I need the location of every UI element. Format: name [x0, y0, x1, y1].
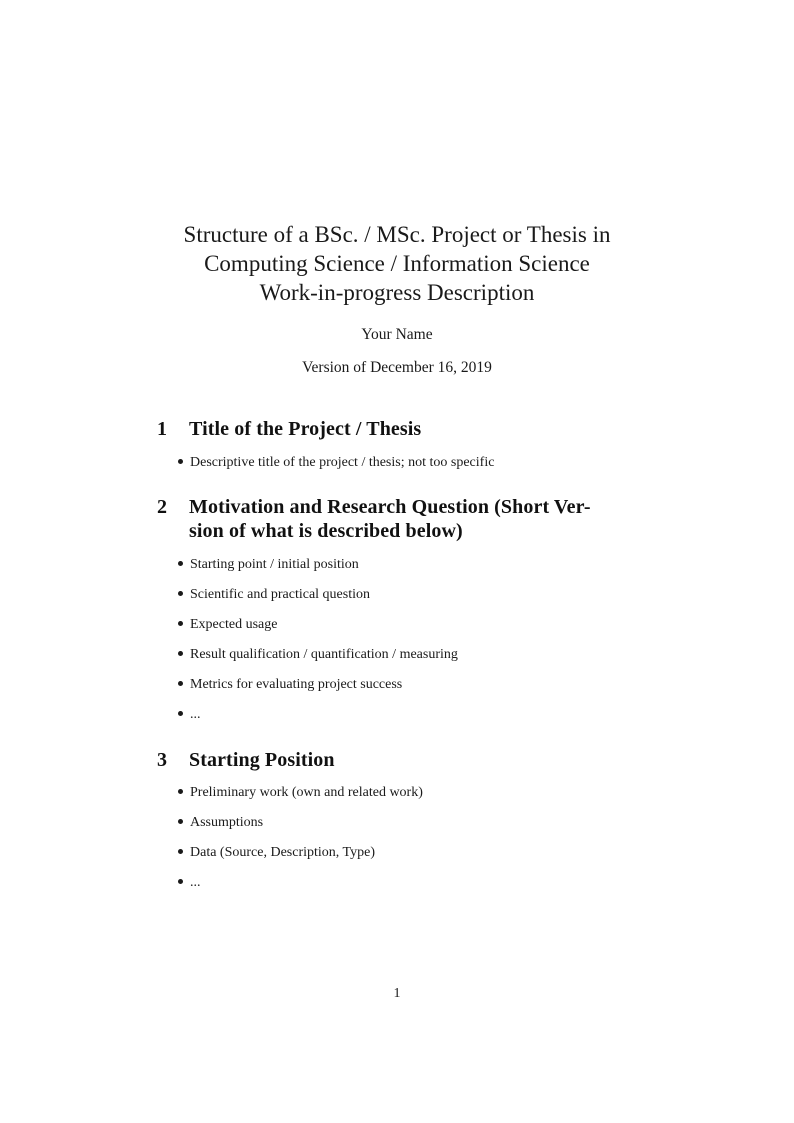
list-item-text: Metrics for evaluating project success [190, 677, 403, 692]
author-name: Your Name [361, 326, 433, 343]
list-item [178, 676, 402, 694]
section-number: 1 [157, 418, 167, 440]
section-heading-2 [157, 495, 647, 543]
list-item-text: Scientific and practical question [190, 587, 370, 602]
title-line-2: Computing Science / Information Science [204, 251, 590, 276]
bullet-icon [178, 879, 183, 884]
bullet-icon [178, 651, 183, 656]
list-item [178, 556, 359, 574]
section-number: 2 [157, 496, 167, 518]
bullet-icon [178, 591, 183, 596]
list-item-text: Descriptive title of the project / thesis; not too specific [190, 455, 495, 470]
section-title: Starting Position [189, 749, 335, 771]
list-item-text: ... [190, 875, 201, 890]
bullet-icon [178, 849, 183, 854]
bullet-icon [178, 459, 183, 464]
document-title [0, 220, 794, 307]
bullet-icon [178, 819, 183, 824]
list-item [178, 616, 277, 634]
list-item-text: Expected usage [190, 617, 278, 632]
section-number: 3 [157, 749, 167, 771]
list-item [178, 814, 263, 832]
section-title-line-1: Motivation and Research Question (Short Ver- [189, 496, 591, 518]
list-item [178, 454, 494, 472]
bullet-icon [178, 621, 183, 626]
list-item-text: Result qualification / quantification / measuring [190, 647, 458, 662]
list-item [178, 784, 423, 802]
title-line-1: Structure of a BSc. / MSc. Project or Thesis in [183, 222, 611, 247]
page-number: 1 [393, 986, 401, 1001]
list-item [178, 874, 201, 892]
bullet-icon [178, 681, 183, 686]
section-title-line-2: sion of what is described below) [189, 520, 463, 542]
bullet-icon [178, 711, 183, 716]
list-item-text: Starting point / initial position [190, 557, 359, 572]
title-line-3: Work-in-progress Description [259, 280, 535, 305]
section-heading-1 [157, 417, 647, 441]
section-heading-3 [157, 748, 647, 772]
bullet-icon [178, 789, 183, 794]
list-item-text: ... [190, 707, 201, 722]
list-item [178, 646, 458, 664]
list-item-text: Assumptions [190, 815, 264, 830]
list-item-text: Data (Source, Description, Type) [190, 845, 375, 860]
section-title: Title of the Project / Thesis [189, 418, 422, 440]
version-date: Version of December 16, 2019 [302, 359, 492, 376]
list-item-text: Preliminary work (own and related work) [190, 785, 423, 800]
list-item [178, 706, 201, 724]
list-item [178, 586, 370, 604]
bullet-icon [178, 561, 183, 566]
list-item [178, 844, 375, 862]
